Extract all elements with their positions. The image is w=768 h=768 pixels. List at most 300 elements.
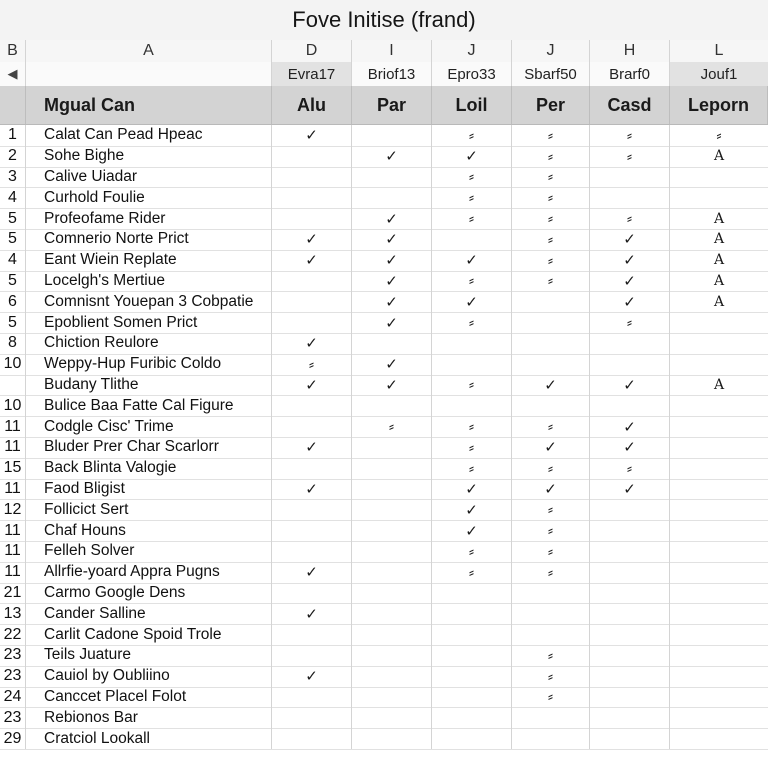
mark-cell[interactable] — [590, 541, 670, 562]
item-name-cell[interactable]: Calive Uiadar — [26, 167, 272, 188]
mark-cell[interactable] — [590, 583, 670, 604]
column-letter[interactable]: J — [432, 40, 512, 62]
column-letter[interactable]: B — [0, 40, 26, 62]
table-row[interactable] — [0, 271, 768, 293]
mark-cell[interactable] — [590, 167, 670, 188]
mark-cell[interactable] — [670, 354, 768, 375]
hash-mark-icon: ⸗ — [469, 189, 474, 207]
mark-cell[interactable] — [670, 645, 768, 666]
mark-cell[interactable] — [670, 666, 768, 687]
mark-cell[interactable] — [512, 167, 590, 188]
mark-cell[interactable] — [512, 707, 590, 728]
row-number[interactable]: 1 — [0, 125, 26, 146]
item-name-cell[interactable]: Canccet Placel Folot — [26, 687, 272, 708]
mark-cell[interactable] — [590, 354, 670, 375]
mark-cell[interactable] — [432, 687, 512, 708]
mark-cell[interactable] — [272, 146, 352, 167]
mark-cell[interactable] — [272, 229, 352, 250]
row-number[interactable]: 5 — [0, 229, 26, 250]
mark-cell[interactable] — [590, 645, 670, 666]
column-header[interactable]: Par — [352, 86, 432, 124]
field-name-cell[interactable]: Evra17 — [272, 62, 352, 86]
mark-cell[interactable] — [352, 562, 432, 583]
mark-cell[interactable] — [512, 583, 590, 604]
mark-cell[interactable] — [272, 666, 352, 687]
item-name-cell[interactable]: Carmo Google Dens — [26, 583, 272, 604]
mark-cell[interactable] — [352, 666, 432, 687]
mark-cell[interactable] — [590, 333, 670, 354]
mark-cell[interactable] — [512, 395, 590, 416]
mark-cell[interactable] — [432, 603, 512, 624]
column-letter[interactable]: D — [272, 40, 352, 62]
mark-cell[interactable] — [352, 499, 432, 520]
mark-cell[interactable] — [670, 250, 768, 271]
mark-cell[interactable] — [432, 624, 512, 645]
row-number[interactable]: 11 — [0, 562, 26, 583]
row-number[interactable]: 5 — [0, 312, 26, 333]
mark-cell[interactable] — [352, 375, 432, 396]
mark-cell[interactable] — [670, 603, 768, 624]
mark-cell[interactable] — [432, 583, 512, 604]
mark-cell[interactable] — [432, 520, 512, 541]
table-row[interactable] — [0, 707, 768, 729]
table-row[interactable] — [0, 520, 768, 542]
item-name-cell[interactable]: Rebionos Bar — [26, 707, 272, 728]
hash-mark-icon: ⸗ — [469, 438, 474, 456]
mark-cell[interactable] — [352, 603, 432, 624]
item-name-cell[interactable]: Weppy-Hup Furibic Coldo — [26, 354, 272, 375]
row-number[interactable]: 6 — [0, 291, 26, 312]
mark-cell[interactable] — [432, 312, 512, 333]
row-number[interactable]: 3 — [0, 167, 26, 188]
mark-cell[interactable] — [432, 229, 512, 250]
mark-cell[interactable] — [512, 603, 590, 624]
item-name-cell[interactable]: Comnerio Norte Prict — [26, 229, 272, 250]
column-header[interactable]: Casd — [590, 86, 670, 124]
table-row[interactable] — [0, 499, 768, 521]
mark-cell[interactable] — [432, 437, 512, 458]
mark-cell[interactable] — [670, 375, 768, 396]
mark-cell[interactable] — [272, 603, 352, 624]
row-number[interactable]: 4 — [0, 187, 26, 208]
table-row[interactable] — [0, 395, 768, 417]
mark-cell[interactable] — [512, 562, 590, 583]
mark-cell[interactable] — [512, 250, 590, 271]
item-name-cell[interactable]: Bluder Prer Char Scarlorr — [26, 437, 272, 458]
item-name-cell[interactable]: Bulice Baa Fatte Cal Figure — [26, 395, 272, 416]
mark-cell[interactable] — [512, 146, 590, 167]
mark-cell[interactable] — [432, 562, 512, 583]
mark-cell[interactable] — [352, 229, 432, 250]
field-name-cell[interactable]: Jouf1 — [670, 62, 768, 86]
row-number[interactable]: 2 — [0, 146, 26, 167]
mark-cell[interactable] — [512, 437, 590, 458]
mark-cell[interactable] — [432, 458, 512, 479]
row-number[interactable]: 8 — [0, 333, 26, 354]
mark-cell[interactable] — [352, 624, 432, 645]
mark-cell[interactable] — [272, 250, 352, 271]
mark-cell[interactable] — [670, 208, 768, 229]
mark-cell[interactable] — [670, 167, 768, 188]
mark-cell[interactable] — [272, 499, 352, 520]
table-row[interactable] — [0, 167, 768, 189]
table-row[interactable] — [0, 229, 768, 251]
mark-cell[interactable] — [272, 333, 352, 354]
mark-cell[interactable] — [670, 312, 768, 333]
mark-cell[interactable] — [432, 333, 512, 354]
mark-cell[interactable] — [670, 333, 768, 354]
mark-cell[interactable] — [352, 707, 432, 728]
item-name-cell[interactable]: Cauiol by Oubliino — [26, 666, 272, 687]
mark-cell[interactable] — [590, 666, 670, 687]
mark-cell[interactable] — [272, 624, 352, 645]
mark-cell[interactable] — [590, 312, 670, 333]
row-number[interactable]: 24 — [0, 687, 26, 708]
mark-cell[interactable] — [512, 541, 590, 562]
mark-cell[interactable] — [272, 437, 352, 458]
item-name-cell[interactable]: Faod Bligist — [26, 479, 272, 500]
mark-cell[interactable] — [590, 603, 670, 624]
mark-cell[interactable] — [590, 707, 670, 728]
table-row[interactable] — [0, 624, 768, 646]
table-row[interactable] — [0, 479, 768, 501]
table-row[interactable] — [0, 208, 768, 230]
column-header[interactable]: Per — [512, 86, 590, 124]
mark-cell[interactable] — [432, 479, 512, 500]
mark-cell[interactable] — [352, 645, 432, 666]
field-name-cell[interactable]: Briof13 — [352, 62, 432, 86]
row-number[interactable]: 21 — [0, 583, 26, 604]
mark-cell[interactable] — [590, 562, 670, 583]
item-name-cell[interactable]: Locelgh's Mertiue — [26, 271, 272, 292]
mark-cell[interactable] — [432, 666, 512, 687]
table-row[interactable] — [0, 333, 768, 355]
mark-cell[interactable] — [512, 458, 590, 479]
mark-cell[interactable] — [670, 520, 768, 541]
mark-cell[interactable] — [670, 479, 768, 500]
mark-cell[interactable] — [590, 250, 670, 271]
mark-cell[interactable] — [352, 271, 432, 292]
row-number[interactable]: 13 — [0, 603, 26, 624]
row-number[interactable]: 23 — [0, 707, 26, 728]
mark-cell[interactable] — [352, 187, 432, 208]
table-row[interactable] — [0, 312, 768, 334]
item-name-cell[interactable]: Cratciol Lookall — [26, 728, 272, 749]
mark-cell[interactable] — [590, 687, 670, 708]
item-name-cell[interactable]: Follicict Sert — [26, 499, 272, 520]
mark-cell[interactable] — [352, 354, 432, 375]
row-number[interactable]: 11 — [0, 479, 26, 500]
header-corner-cell[interactable] — [0, 86, 26, 124]
mark-cell[interactable] — [352, 125, 432, 146]
item-name-cell[interactable]: Teils Juature — [26, 645, 272, 666]
mark-cell[interactable] — [432, 250, 512, 271]
mark-cell[interactable] — [590, 375, 670, 396]
mark-cell[interactable] — [590, 271, 670, 292]
field-name-cell[interactable]: Epro33 — [432, 62, 512, 86]
mark-cell[interactable] — [272, 354, 352, 375]
row-number[interactable]: 10 — [0, 395, 26, 416]
row-number[interactable] — [0, 375, 26, 396]
table-row[interactable] — [0, 562, 768, 584]
mark-cell[interactable] — [512, 520, 590, 541]
mark-cell[interactable] — [590, 479, 670, 500]
mark-cell[interactable] — [670, 229, 768, 250]
mark-cell[interactable] — [352, 520, 432, 541]
mark-cell[interactable] — [432, 146, 512, 167]
mark-cell[interactable] — [590, 229, 670, 250]
mark-cell[interactable] — [670, 395, 768, 416]
mark-cell[interactable] — [272, 291, 352, 312]
mark-cell[interactable] — [512, 312, 590, 333]
item-name-cell[interactable]: Carlit Cadone Spoid Trole — [26, 624, 272, 645]
mark-cell[interactable] — [590, 125, 670, 146]
mark-cell[interactable] — [512, 666, 590, 687]
table-row[interactable] — [0, 250, 768, 272]
table-row[interactable] — [0, 437, 768, 459]
mark-cell[interactable] — [512, 416, 590, 437]
table-row[interactable] — [0, 728, 768, 750]
mark-cell[interactable] — [590, 146, 670, 167]
mark-cell[interactable] — [352, 479, 432, 500]
table-row[interactable] — [0, 375, 768, 397]
mark-cell[interactable] — [272, 458, 352, 479]
mark-cell[interactable] — [432, 728, 512, 749]
item-name-cell[interactable]: Allrfie-yoard Appra Pugns — [26, 562, 272, 583]
mark-cell[interactable] — [272, 707, 352, 728]
hash-mark-icon: ⸗ — [389, 418, 394, 436]
item-name-cell[interactable]: Codgle Cisc' Trime — [26, 416, 272, 437]
mark-cell[interactable] — [590, 416, 670, 437]
item-name-cell[interactable]: Felleh Solver — [26, 541, 272, 562]
item-name-cell[interactable]: Chaf Houns — [26, 520, 272, 541]
mark-cell[interactable] — [512, 687, 590, 708]
mark-cell[interactable] — [670, 624, 768, 645]
row-number[interactable]: 5 — [0, 271, 26, 292]
mark-cell[interactable] — [352, 687, 432, 708]
column-header[interactable]: Loil — [432, 86, 512, 124]
column-letter[interactable]: A — [26, 40, 272, 62]
item-name-cell[interactable]: Calat Can Pead Hpeac — [26, 125, 272, 146]
row-number[interactable]: 5 — [0, 208, 26, 229]
mark-cell[interactable] — [352, 312, 432, 333]
table-row[interactable] — [0, 291, 768, 313]
mark-cell[interactable] — [272, 312, 352, 333]
mark-cell[interactable] — [352, 250, 432, 271]
mark-cell[interactable] — [352, 437, 432, 458]
mark-cell[interactable] — [512, 499, 590, 520]
mark-cell[interactable] — [590, 458, 670, 479]
mark-cell[interactable] — [352, 167, 432, 188]
mark-cell[interactable] — [590, 624, 670, 645]
table-row[interactable] — [0, 146, 768, 168]
mark-cell[interactable] — [670, 271, 768, 292]
mark-cell[interactable] — [432, 541, 512, 562]
mark-cell[interactable] — [272, 479, 352, 500]
mark-cell[interactable] — [272, 395, 352, 416]
item-name-cell[interactable]: Back Blinta Valogie — [26, 458, 272, 479]
table-row[interactable] — [0, 666, 768, 688]
column-letter[interactable]: J — [512, 40, 590, 62]
mark-cell[interactable] — [670, 146, 768, 167]
mark-cell[interactable] — [512, 187, 590, 208]
table-row[interactable] — [0, 416, 768, 438]
column-header[interactable]: Mgual Can — [26, 86, 272, 124]
mark-cell[interactable] — [352, 208, 432, 229]
empty-name-cell[interactable] — [26, 62, 272, 86]
mark-cell[interactable] — [590, 187, 670, 208]
mark-cell[interactable] — [512, 291, 590, 312]
mark-cell[interactable] — [590, 208, 670, 229]
row-number[interactable]: 11 — [0, 416, 26, 437]
mark-cell[interactable] — [512, 208, 590, 229]
mark-cell[interactable] — [352, 291, 432, 312]
row-number[interactable]: 15 — [0, 458, 26, 479]
check-mark-icon: ✓ — [465, 522, 478, 540]
table-row[interactable] — [0, 187, 768, 209]
row-number[interactable]: 11 — [0, 520, 26, 541]
item-name-cell[interactable]: Chiction Reulore — [26, 333, 272, 354]
item-name-cell[interactable]: Eant Wiein Replate — [26, 250, 272, 271]
table-row[interactable] — [0, 603, 768, 625]
mark-cell[interactable] — [432, 499, 512, 520]
mark-cell[interactable] — [670, 541, 768, 562]
mark-cell[interactable] — [670, 499, 768, 520]
mark-cell[interactable] — [272, 583, 352, 604]
mark-cell[interactable] — [352, 541, 432, 562]
mark-cell[interactable] — [432, 291, 512, 312]
mark-cell[interactable] — [272, 167, 352, 188]
mark-cell[interactable] — [512, 728, 590, 749]
mark-cell[interactable] — [512, 479, 590, 500]
mark-cell[interactable] — [352, 583, 432, 604]
mark-cell[interactable] — [670, 437, 768, 458]
mark-cell[interactable] — [272, 520, 352, 541]
mark-cell[interactable] — [590, 437, 670, 458]
mark-cell[interactable] — [272, 375, 352, 396]
row-number[interactable]: 11 — [0, 541, 26, 562]
row-number[interactable]: 23 — [0, 645, 26, 666]
table-row[interactable] — [0, 354, 768, 376]
mark-cell[interactable] — [670, 458, 768, 479]
mark-cell[interactable] — [512, 624, 590, 645]
mark-cell[interactable] — [432, 354, 512, 375]
mark-cell[interactable] — [352, 728, 432, 749]
row-number[interactable]: 10 — [0, 354, 26, 375]
column-header[interactable]: Leporn — [670, 86, 768, 124]
mark-cell[interactable] — [512, 333, 590, 354]
mark-cell[interactable] — [670, 707, 768, 728]
mark-cell[interactable] — [432, 416, 512, 437]
mark-cell[interactable] — [352, 458, 432, 479]
mark-cell[interactable] — [670, 416, 768, 437]
mark-cell[interactable] — [670, 125, 768, 146]
mark-cell[interactable] — [432, 395, 512, 416]
scroll-left-button[interactable] — [0, 62, 26, 86]
row-number[interactable]: 4 — [0, 250, 26, 271]
field-name-cell[interactable]: Brarf0 — [590, 62, 670, 86]
column-header[interactable]: Alu — [272, 86, 352, 124]
table-row[interactable] — [0, 458, 768, 480]
mark-cell[interactable] — [352, 416, 432, 437]
mark-cell[interactable] — [590, 499, 670, 520]
column-letter[interactable]: I — [352, 40, 432, 62]
mark-cell[interactable] — [272, 271, 352, 292]
row-number[interactable]: 22 — [0, 624, 26, 645]
mark-cell[interactable] — [432, 271, 512, 292]
row-number[interactable]: 23 — [0, 666, 26, 687]
item-name-cell[interactable]: Comnisnt Youepan 3 Cobpatie — [26, 291, 272, 312]
mark-cell[interactable] — [512, 125, 590, 146]
field-name-cell[interactable]: Sbarf50 — [512, 62, 590, 86]
table-row[interactable] — [0, 687, 768, 709]
row-number[interactable]: 11 — [0, 437, 26, 458]
field-name-row — [0, 62, 768, 87]
mark-cell[interactable] — [590, 291, 670, 312]
mark-cell[interactable] — [670, 687, 768, 708]
table-row[interactable] — [0, 645, 768, 667]
mark-cell[interactable] — [272, 125, 352, 146]
row-number[interactable]: 12 — [0, 499, 26, 520]
mark-cell[interactable] — [272, 416, 352, 437]
mark-cell[interactable] — [352, 333, 432, 354]
mark-cell[interactable] — [272, 208, 352, 229]
mark-cell[interactable] — [670, 562, 768, 583]
item-name-cell[interactable]: Budany Tlithe — [26, 375, 272, 396]
mark-cell[interactable] — [272, 562, 352, 583]
mark-cell[interactable] — [590, 728, 670, 749]
mark-cell[interactable] — [272, 687, 352, 708]
column-letter[interactable]: H — [590, 40, 670, 62]
mark-cell[interactable] — [352, 395, 432, 416]
mark-cell[interactable] — [512, 354, 590, 375]
mark-cell[interactable] — [272, 728, 352, 749]
item-name-cell[interactable]: Curhold Foulie — [26, 187, 272, 208]
mark-cell[interactable] — [352, 146, 432, 167]
table-row[interactable] — [0, 125, 768, 147]
mark-cell[interactable] — [670, 728, 768, 749]
mark-cell[interactable] — [432, 375, 512, 396]
column-letter[interactable]: L — [714, 42, 724, 59]
mark-cell[interactable] — [432, 208, 512, 229]
row-number[interactable]: 29 — [0, 728, 26, 749]
table-row[interactable] — [0, 583, 768, 605]
mark-cell[interactable] — [272, 645, 352, 666]
mark-cell[interactable] — [670, 291, 768, 312]
item-name-cell[interactable]: Cander Salline — [26, 603, 272, 624]
mark-cell[interactable] — [670, 187, 768, 208]
mark-cell[interactable] — [512, 271, 590, 292]
mark-cell[interactable] — [512, 645, 590, 666]
mark-cell[interactable] — [590, 520, 670, 541]
mark-cell[interactable] — [590, 395, 670, 416]
item-name-cell[interactable]: Sohe Bighe — [26, 146, 272, 167]
mark-cell[interactable] — [432, 167, 512, 188]
mark-cell[interactable] — [512, 375, 590, 396]
item-name-cell[interactable]: Profeofame Rider — [26, 208, 272, 229]
item-name-cell[interactable]: Epoblient Somen Prict — [26, 312, 272, 333]
mark-cell[interactable] — [432, 125, 512, 146]
mark-cell[interactable] — [432, 645, 512, 666]
mark-cell[interactable] — [432, 187, 512, 208]
table-row[interactable] — [0, 541, 768, 563]
mark-cell[interactable] — [512, 229, 590, 250]
mark-cell[interactable] — [272, 541, 352, 562]
mark-cell[interactable] — [272, 187, 352, 208]
mark-cell[interactable] — [670, 583, 768, 604]
hash-mark-icon: ⸗ — [548, 646, 553, 664]
mark-cell[interactable] — [432, 707, 512, 728]
